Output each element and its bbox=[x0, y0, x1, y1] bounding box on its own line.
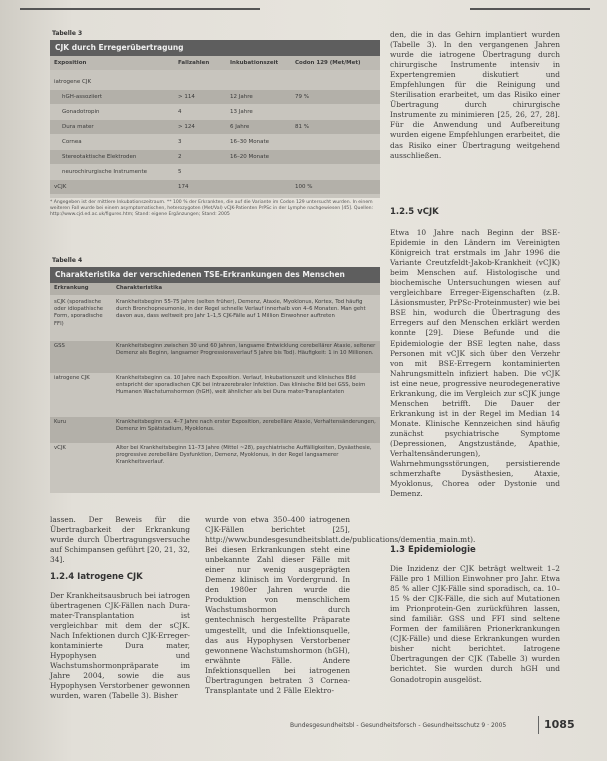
table2-cell-disease: vCJK bbox=[54, 445, 66, 451]
table1-cell: 12 Jahre bbox=[230, 94, 253, 100]
table1-row bbox=[50, 165, 380, 179]
heading-epidemiologie: 1.3 Epidemiologie bbox=[390, 545, 476, 555]
table1-cell: 13 Jahre bbox=[230, 109, 253, 115]
table1-cell: Gonadotropin bbox=[62, 109, 100, 115]
table1-cell: 2 bbox=[178, 154, 182, 160]
text-right-top: den, die in das Gehirn implantiert wurden (Tabelle 3). In den vergangenen Jahren wurde die iatrogene Übertragung durch chirurgische Instrumente intensiv in Expertengremien diskutiert und Empfehlungen für die Reinigung und Sterilisation erarbeitet, um das Risiko einer Übertragung durch chirurgische Instrumente zu minimieren [25, 26, 27, 28]. Für die Anwendung und Aufbereitung wurden eigene Empfehlungen erarbeitet, die das Risiko einer Übertragung weitgehend ausschließen. bbox=[390, 30, 560, 160]
table1-row bbox=[50, 105, 380, 119]
table2-cell-characteristics: Krankheitsbeginn zwischen 30 und 60 Jahren, langsame Entwicklung cerebellärer Ataxie, seltener Demenz als Beginn, langsamer Progressionsverlauf 5 Jahre bis Tod). Häufigkeit: 1 in 10 Millionen. bbox=[116, 343, 376, 357]
heading-vcjk: 1.2.5 vCJK bbox=[390, 207, 439, 217]
table1-cell: 16–30 Monate bbox=[230, 139, 270, 145]
table2-row bbox=[50, 297, 380, 341]
table1-note: * Angegeben ist der mittlere Inkubationszeitraum. ** 100 % der Erkrankten, die auf die Variante im Codon 129 untersucht wurden. In einem weiteren Fall wurde bei einem asymptomatischen, heterozygoten (Met/Val) vCJK-Patienten PrPSc in der Lymphe nachgewiesen [45]. Quellen: http://www.cjd.ed.ac.uk/figures.htm; Stand: eigene Ergänzungen; Stand: 2005 bbox=[50, 200, 374, 218]
text-left-body: Der Krankheitsausbruch bei iatrogen übertragenen CJK-Fällen nach Dura-mater-Transplantation ist vergleichbar mit dem der sCJK. Nach Infektionen durch CJK-Erreger-kontaminierte Dura mater, Hypophysen und Wachstumshormonpräparate im Jahre 2004, sowie die aus Hypophysen Verstorbener gewonnen wurden, waren (Tabelle 3). Bisher bbox=[50, 591, 190, 701]
table1-cell: 5 bbox=[178, 169, 182, 175]
text-right-bottom: Die Inzidenz der CJK beträgt weltweit 1–2 Fälle pro 1 Million Einwohner pro Jahr. Etwa 85 % aller CJK-Fälle sind sporadisch, ca. 10–15 % der CJK-Fälle, die sich auf Mutationen im Prionprotein-Gen zurückführen lassen, sind familiär. GSS und FFI sind seltene Formen der familiären Prionerkrankungen (CJK-Fälle) und diese Erkrankungen wurden bisher nicht berichtet. Iatrogene Übertragungen der CJK (Tabelle 3) wurden berichtet. Sie wurden durch hGH und Gonadotropin ausgelöst. bbox=[390, 564, 560, 684]
text-right-middle: Etwa 10 Jahre nach Beginn der BSE-Epidemie in den Ländern im Vereinigten Königreich trat erstmals im Jahr 1996 die Variante Creutzfeldt-Jakob-Krankheit (vCJK) beim Menschen auf. Histologische und biochemische Untersuchungen wiesen auf vergleichbare Erreger-Eigenschaften (z.B. Läsionsmuster, PrPSc-Proteinmuster) wie bei BSE hin, wodurch die Übertragung des Erregers auf den Menschen erklärt werden konnte [29]. Diese Befunde und die Epidemiologie der BSE legten nahe, dass Personen mit vCJK sich über den Verzehr von mit BSE-Erregern kontaminierten Nahrungsmitteln infiziert haben. Die vCJK ist eine neue, progressive neurodegenerative Erkrankung, die im Vergleich zur sCJK junge Menschen betrifft. Die Dauer der Erkrankung ist in der Regel im Median 14 Monate. Klinische Kennzeichen sind häufig zunächst psychiatrische Symptome (Depressionen, Angstzustände, Apathie, Verhaltensänderungen), Wahrnehmungsstörungen, persistierende schmerzhafte Dysästhesien, Ataxie, Myoklonus, Chorea oder Dystonie und Demenz. bbox=[390, 228, 560, 499]
footer-divider bbox=[538, 716, 539, 734]
heading-iatrogene-cjk: 1.2.4 Iatrogene CJK bbox=[50, 572, 143, 582]
table1-row bbox=[50, 150, 380, 164]
table2-cell-characteristics: Krankheitsbeginn 55-75 Jahre (selten früher), Demenz, Ataxie, Myoklonus, Kortex, Tod häufig durch Bronchopneumonie, in der Regel schnelle Verlauf innerhalb von 4–6 Monaten. Man geht davon aus, dass weltweit pro Jahr 1–1,5 CJK-Fälle auf 1 Million Einwohner auftreten bbox=[116, 299, 366, 320]
table2-cell-disease: GSS bbox=[54, 343, 65, 349]
table1-title: CJK durch Erregerübertragung bbox=[50, 40, 380, 56]
table1-cell: hGH-assoziiert bbox=[62, 94, 103, 100]
table2-cell-characteristics: Krankheitsbeginn ca. 10 Jahre nach Exposition. Verlauf, Inkubationszeit und klinisches Bild entspricht der sporadischen CJK bei intrazerebraler Infektion. Das klinische Bild bei GSS, beim Humanen Wachstumshormon (hGH), weit ähnlicher als bei Dura mater-Transplantaten bbox=[116, 375, 366, 396]
table1-cell: Cornea bbox=[62, 139, 82, 145]
table1-cell: 3 bbox=[178, 139, 182, 145]
table1-cell: > 124 bbox=[178, 124, 195, 130]
footer-journal: Bundesgesundheitsbl - Gesundheitsforsch - Gesundheitsschutz 9 · 2005 bbox=[290, 722, 507, 729]
table1-cell: 79 % bbox=[295, 94, 309, 100]
table2-row bbox=[50, 417, 380, 443]
table1-header-cell: Inkubationszeit bbox=[230, 60, 279, 66]
table2-row bbox=[50, 443, 380, 479]
table1-cell: neurochirurgische Instrumente bbox=[62, 169, 147, 175]
table2-header-row bbox=[50, 283, 380, 295]
table2-cell-disease: Kuru bbox=[54, 419, 67, 425]
table2-body bbox=[50, 283, 380, 493]
table2-header-cell: Charakteristika bbox=[116, 285, 163, 291]
table2-row bbox=[50, 341, 380, 373]
table1-header-cell: Fallzahlen bbox=[178, 60, 210, 66]
table1-row bbox=[50, 135, 380, 149]
table2-title: Charakteristika der verschiedenen TSE-Erkrankungen des Menschen bbox=[50, 267, 380, 283]
table1-header-row bbox=[50, 56, 380, 70]
table2-label: Tabelle 4 bbox=[52, 257, 83, 264]
table1-cell: Stereotaktische Elektroden bbox=[62, 154, 137, 160]
table1-body bbox=[50, 56, 380, 198]
page-number: 1085 bbox=[544, 718, 575, 731]
table1-cell: iatrogene CJK bbox=[54, 79, 92, 85]
table1-row bbox=[50, 75, 380, 89]
table2-cell-characteristics: Alter bei Krankheitsbeginn 11–73 Jahre (Mittel ~28), psychiatrische Auffälligkeiten, Dysästhesie, progressive zerebelläre Dysfunktion, Demenz, Myoklonus, in der Regel langsamerer Krankheitsverlauf. bbox=[116, 445, 372, 466]
text-left-intro: lassen. Der Beweis für die Übertragbarkeit der Erkrankung wurde durch Übertragungsversuche auf Schimpansen geführt [20, 21, 32, 34]. bbox=[50, 515, 190, 565]
table1-cell: vCJK bbox=[54, 184, 67, 190]
table1-row bbox=[50, 180, 380, 194]
table1-header-cell: Codon 129 (Met/Met) bbox=[295, 60, 361, 66]
table1-cell: 4 bbox=[178, 109, 182, 115]
table1-label: Tabelle 3 bbox=[52, 30, 83, 37]
table1-cell: 174 bbox=[178, 184, 189, 190]
top-rule-right bbox=[470, 8, 590, 10]
table1-row bbox=[50, 120, 380, 134]
top-rule-left bbox=[20, 8, 260, 10]
table1-row bbox=[50, 90, 380, 104]
table1-cell: Dura mater bbox=[62, 124, 94, 130]
table2-header-cell: Erkrankung bbox=[54, 285, 89, 291]
table2-row bbox=[50, 373, 380, 417]
text-middle-body: wurde von etwa 350–400 iatrogenen CJK-Fällen berichtet [25], http://www.bundesgesundheitsblatt.de/publications/dementia_main.mt). Bei diesen Erkrankungen steht eine unbekannte Zahl dieser Fälle mit einer nur wenig ausgeprägten Demenz klinisch im Vordergrund. In den 1980er Jahren wurde die Produktion von menschlichem Wachstumshormon durch gentechnisch hergestellte Präparate umgestellt, und die Infektionsquelle, das aus Hypophysen Verstorbener gewonnene Wachstumshormon (hGH), erwähnte Fälle. Andere Infektionsquellen bei iatrogenen Übertragungen betraten 3 Cornea-Transplantate und 2 Fälle Elektro- bbox=[205, 515, 476, 695]
table1-cell: 81 % bbox=[295, 124, 309, 130]
table1-cell: 6 Jahre bbox=[230, 124, 250, 130]
table2-cell-characteristics: Krankheitsbeginn ca. 4–7 Jahre nach erster Exposition, zerebelläre Ataxie, Verhaltensänderungen, Demenz im Spätstadium, Myoklonus. bbox=[116, 419, 376, 433]
table2-cell-disease: sCJK (sporadische oder idiopathische Form, sporadische FFI) bbox=[54, 299, 104, 327]
table1-cell: 16–20 Monate bbox=[230, 154, 270, 160]
table2-cell-disease: iatrogene CJK bbox=[54, 375, 90, 381]
table1-header-cell: Exposition bbox=[54, 60, 87, 66]
table1-cell: > 114 bbox=[178, 94, 195, 100]
table1-cell: 100 % bbox=[295, 184, 313, 190]
